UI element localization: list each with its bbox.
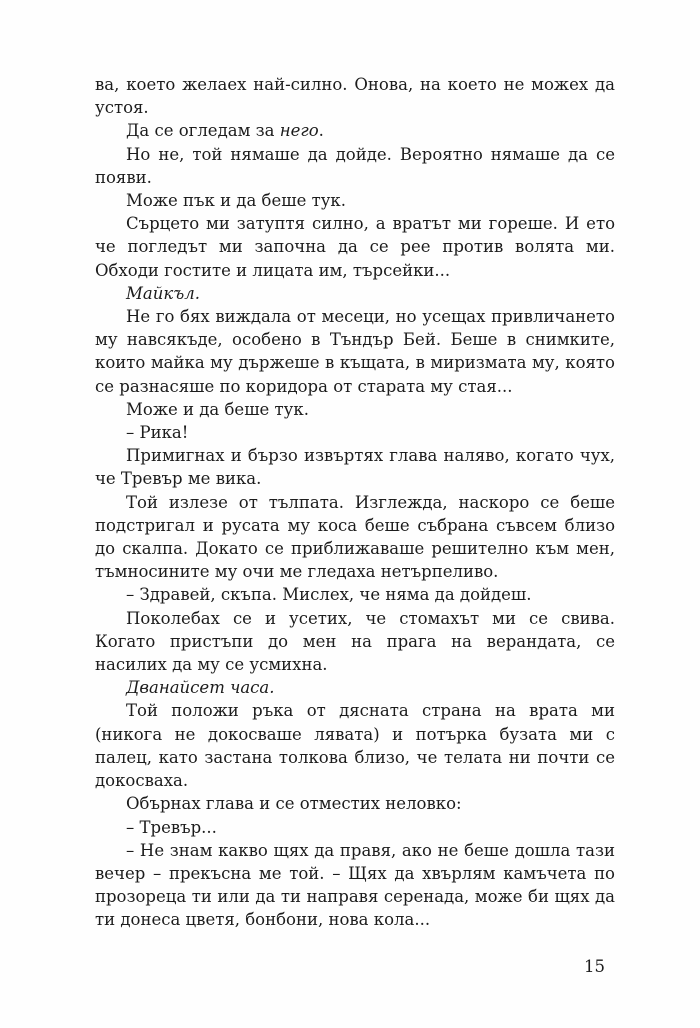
paragraph: Обърнах глава и се отместих неловко: bbox=[126, 794, 462, 814]
dialogue-line: – Не знам какво щях да правя, ако не беше дошла тази вечер – прекъсна ме той. – Щях да хвърлям камъчета по прозореца ти или да ти направя серенада, може би щях да ти донеса цветя, бонбони, нова кола... bbox=[95, 840, 615, 930]
paragraph: Не го бях виждала от месеци, но усещах привличането му навсякъде, особено в Тъндър Бей. Беше в снимките, които майка му държеше в къщата, в миризмата му, която се разнасяше по коридора от старата му стая... bbox=[95, 307, 615, 396]
page-number: 15 bbox=[584, 957, 605, 976]
paragraph: Може пък и да беше тук. bbox=[126, 191, 346, 211]
paragraph: Но не, той нямаше да дойде. Вероятно нямаше да се появи. bbox=[95, 144, 615, 187]
dialogue-line: – Здравей, скъпа. Мислех, че няма да дойдеш. bbox=[126, 585, 532, 605]
paragraph: Сърцето ми затуптя силно, а вратът ми гореше. И ето че погледът ми започна да се рее против волята ми. Обходи гостите и лицата им, търсейки... bbox=[95, 214, 615, 280]
paragraph: Поколебах се и усетих, че стомахът ми се свива. Когато пристъпи до мен на прага на верандата, се насилих да му се усмихна. bbox=[95, 608, 615, 675]
paragraph: Може и да беше тук. bbox=[126, 399, 309, 419]
dialogue-line: – Тревър... bbox=[126, 817, 217, 837]
body-text bbox=[95, 73, 615, 932]
paragraph: Той положи ръка от дясната страна на врата ми (никога не докосваше лявата) и потърка бузата ми с палец, като застана толкова близо, че телата ни почти се докосваха. bbox=[95, 701, 615, 791]
paragraph: Дванайсет часа. bbox=[126, 678, 275, 698]
paragraph: Майкъл. bbox=[126, 283, 200, 303]
paragraph: Примигнах и бързо извъртях глава наляво, когато чух, че Тревър ме вика. bbox=[95, 446, 615, 489]
dialogue-line: – Рика! bbox=[126, 423, 189, 443]
paragraph: Той излезе от тълпата. Изглежда, наскоро се беше подстригал и русата му коса беше събрана съвсем близо до скалпа. Докато се приближаваше решително към мен, тъмносините му очи ме гледаха нетърпеливо. bbox=[95, 492, 615, 582]
paragraph: ва, което желаех най-силно. Онова, на което не можех да устоя. bbox=[95, 75, 615, 118]
paragraph bbox=[95, 119, 615, 142]
paragraph-text: Да се огледам за него. bbox=[126, 121, 324, 141]
